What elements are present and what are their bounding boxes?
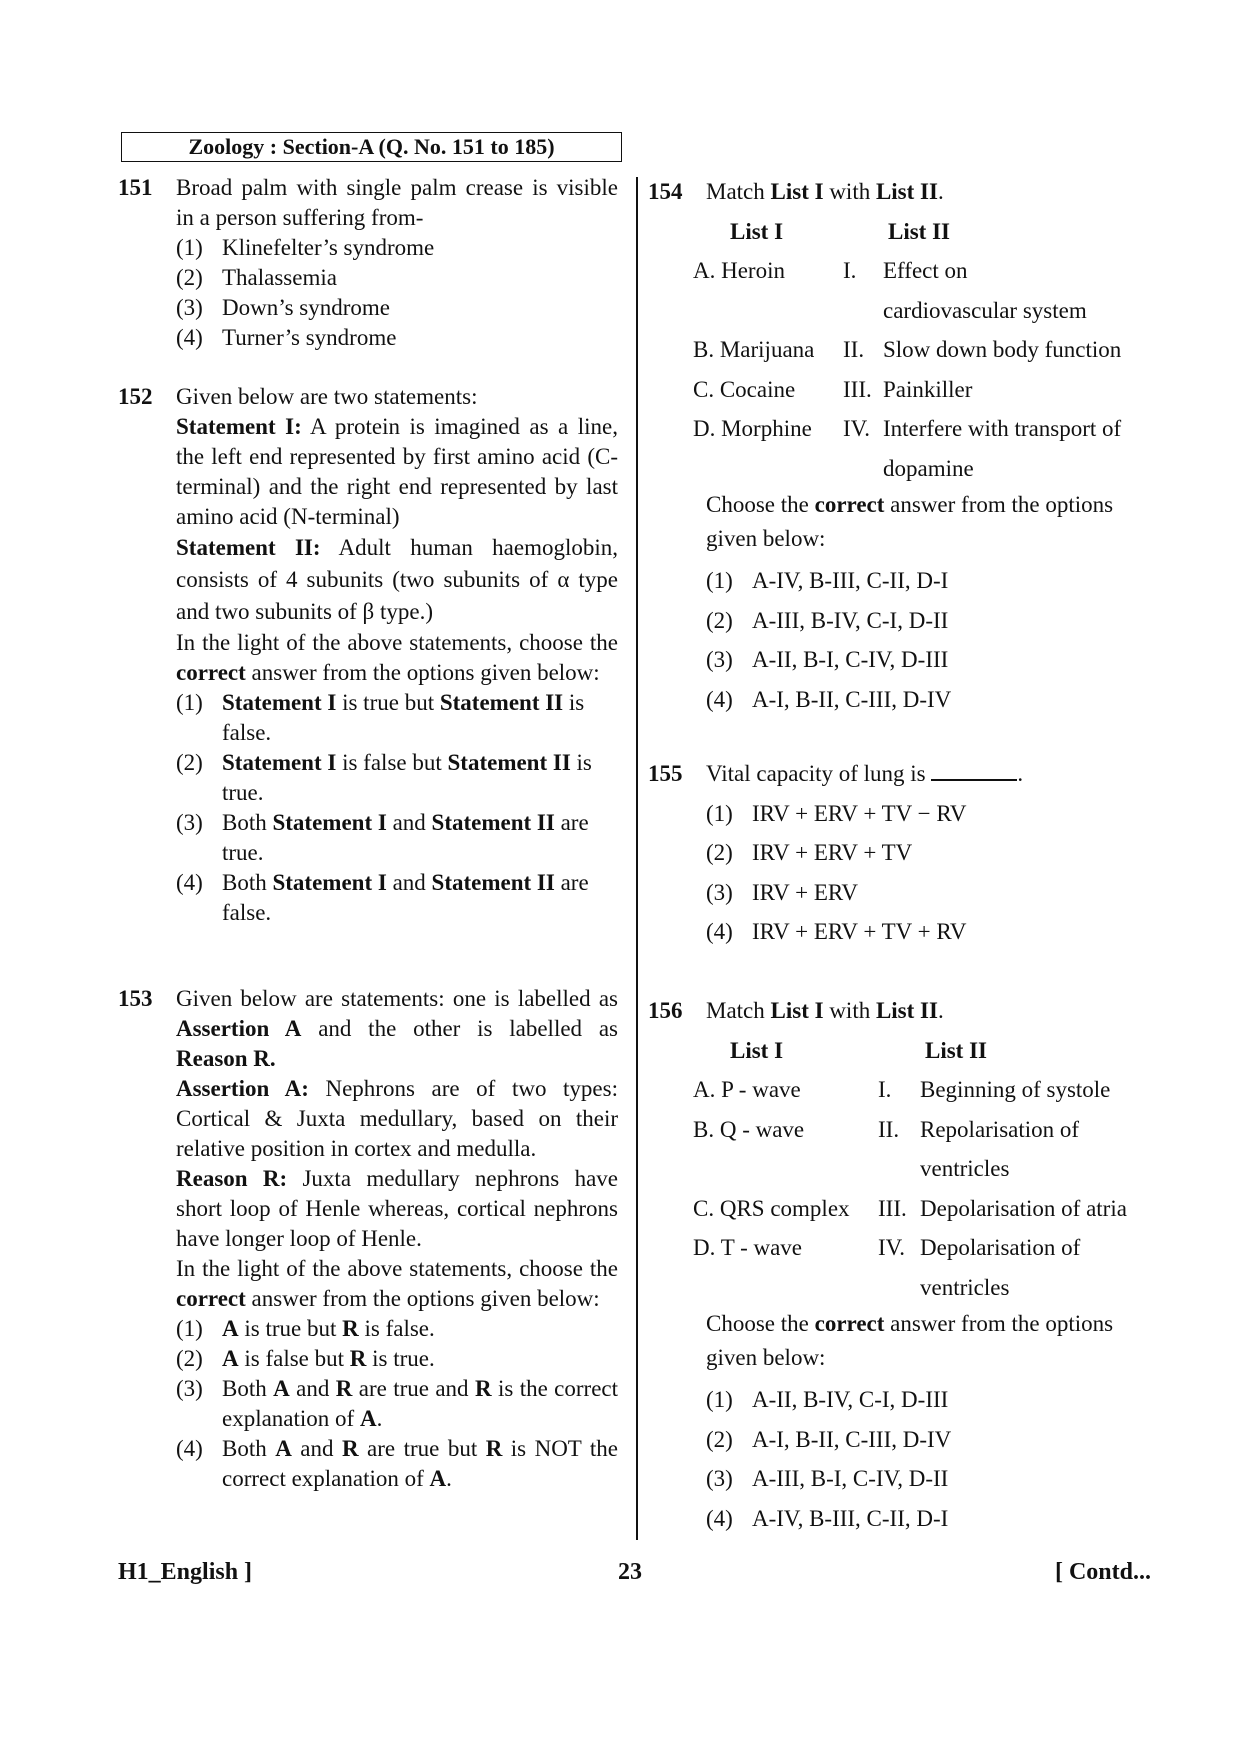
list-2-item: dopamine — [883, 455, 974, 481]
question-154 — [648, 172, 1158, 719]
list-2-item: ventricles — [920, 1274, 1010, 1300]
option-3[interactable] — [176, 1374, 618, 1434]
option-number: (2) — [706, 607, 733, 633]
option-part: Both — [222, 1376, 274, 1401]
match-row — [693, 1110, 1158, 1150]
option-3[interactable] — [706, 640, 1158, 680]
question-number: 152 — [118, 384, 153, 409]
option-4[interactable] — [176, 323, 618, 353]
list-2-numeral — [843, 449, 883, 489]
list-2-item: ventricles — [920, 1156, 1010, 1181]
list-2-item: Effect on — [883, 258, 968, 283]
option-emphasis: Statement I — [272, 810, 387, 835]
option-3[interactable] — [176, 808, 618, 868]
instruction — [706, 488, 1158, 556]
option-text: Klinefelter’s syndrome — [222, 235, 435, 260]
question-stem: Broad palm with single palm crease is visible in a person suffering from- — [176, 175, 618, 230]
option-part: is true. — [222, 750, 592, 805]
match-row — [693, 370, 1158, 410]
list-1-item — [693, 1268, 878, 1308]
statement-1 — [176, 412, 618, 532]
list-2-numeral — [878, 1268, 920, 1308]
instruction-text: In the light of the above statements, choose the — [176, 630, 618, 655]
option-2[interactable] — [706, 601, 1158, 641]
list-1-item: C. Cocaine — [693, 376, 796, 402]
option-text: A-III, B-I, C-IV, D-II — [752, 1466, 949, 1491]
match-row — [693, 409, 1158, 449]
list-1-item: A. Heroin — [693, 258, 785, 283]
option-part: . — [446, 1466, 452, 1491]
option-number: (1) — [706, 800, 733, 826]
instruction-text: In the light of the above statements, choose the — [176, 1256, 618, 1281]
question-number: 151 — [118, 175, 153, 200]
option-emphasis: R — [349, 1346, 367, 1371]
question-stem — [706, 754, 1158, 794]
option-1[interactable] — [706, 1380, 1158, 1420]
option-1[interactable] — [706, 561, 1158, 601]
stem-text: with — [823, 998, 876, 1023]
instruction — [176, 1254, 618, 1314]
option-emphasis: Statement II — [439, 690, 564, 715]
option-number: (3) — [176, 810, 203, 835]
question-number: 155 — [648, 761, 683, 786]
option-part: is NOT the correct explanation of — [222, 1436, 618, 1491]
list-2-numeral: I. — [843, 258, 857, 283]
list-2-numeral: IV. — [878, 1235, 906, 1260]
option-part: is false. — [222, 690, 585, 745]
option-1[interactable] — [176, 688, 618, 748]
answer-blank — [931, 757, 1017, 781]
option-text — [222, 1374, 618, 1434]
reason — [176, 1164, 618, 1254]
list-1-header: List I — [730, 218, 784, 244]
list-2-numeral — [843, 291, 883, 331]
list-2-numeral: I. — [878, 1077, 892, 1102]
reason-label: Reason R: — [176, 1166, 288, 1191]
intro-emphasis: Assertion A — [176, 1016, 302, 1041]
option-text: A-I, B-II, C-III, D-IV — [752, 686, 952, 712]
intro-text: Given below are statements: one is labelled as — [176, 986, 618, 1011]
option-text — [222, 688, 618, 748]
list-2-numeral: II. — [843, 337, 865, 362]
option-emphasis: A — [275, 1436, 292, 1461]
list-2-header: List II — [888, 218, 950, 244]
list-2-item: Painkiller — [883, 376, 973, 402]
stem-emphasis: List II — [875, 179, 938, 204]
question-155 — [648, 754, 1158, 952]
option-4[interactable] — [706, 1499, 1158, 1539]
option-4[interactable] — [706, 912, 1158, 952]
option-emphasis: R — [335, 1376, 353, 1401]
option-1[interactable] — [706, 794, 1158, 834]
list-1-item: C. QRS complex — [693, 1195, 850, 1221]
option-number: (2) — [706, 1426, 733, 1452]
option-part: and — [386, 870, 432, 895]
intro-emphasis: Reason R. — [176, 1046, 276, 1071]
stem-emphasis: List I — [770, 179, 824, 204]
option-text — [222, 1344, 618, 1374]
option-emphasis: A — [222, 1316, 239, 1341]
footer-page-number: 23 — [618, 1559, 642, 1585]
assertion-label: Assertion A: — [176, 1076, 309, 1101]
match-row — [693, 1268, 1158, 1308]
option-1[interactable] — [176, 233, 618, 263]
question-153 — [118, 984, 618, 1494]
list-header — [730, 1031, 1158, 1071]
option-2[interactable] — [706, 1420, 1158, 1460]
assertion — [176, 1074, 618, 1164]
option-text: Down’s syndrome — [222, 295, 391, 320]
option-3[interactable] — [706, 1459, 1158, 1499]
list-1-item — [693, 1149, 878, 1189]
option-part: is false but — [238, 1346, 350, 1371]
option-number: (4) — [176, 870, 203, 895]
option-text: IRV + ERV — [752, 879, 858, 905]
option-text: Thalassemia — [222, 265, 337, 290]
option-number: (2) — [706, 840, 733, 865]
option-emphasis: R — [474, 1376, 492, 1401]
statement-1-label: Statement I: — [176, 414, 302, 439]
instruction-text: answer from the options given below: — [245, 1286, 600, 1311]
list-2-numeral: II. — [878, 1116, 900, 1142]
list-1-item: D. Morphine — [693, 416, 812, 441]
list-header — [730, 212, 1158, 252]
option-number: (1) — [176, 690, 203, 715]
list-1-item: A. P - wave — [693, 1077, 801, 1102]
statement-2-text: Adult human haemoglobin, consists of 4 subunits (two subunits of α type and two subunits of β type.) — [176, 535, 618, 624]
option-4[interactable] — [176, 1434, 618, 1494]
option-number: (4) — [706, 686, 733, 712]
footer-booklet-code: H1_English ] — [118, 1559, 253, 1585]
option-part: . — [376, 1406, 383, 1431]
option-text: A-IV, B-III, C-II, D-I — [752, 1505, 949, 1531]
list-2-numeral: IV. — [843, 416, 871, 441]
option-emphasis: A — [429, 1466, 447, 1491]
instruction-emphasis: correct — [814, 1311, 885, 1336]
option-2[interactable] — [176, 263, 618, 293]
stem-emphasis: List II — [875, 998, 938, 1023]
option-text — [222, 1434, 618, 1494]
instruction-text: Choose the — [706, 1311, 815, 1336]
option-number: (4) — [706, 1505, 733, 1531]
option-emphasis: Statement II — [431, 810, 555, 835]
list-2-header: List II — [925, 1037, 987, 1063]
list-2-item: Repolarisation of — [920, 1116, 1080, 1142]
option-emphasis: Statement II — [431, 870, 555, 895]
option-part: is true. — [366, 1346, 435, 1371]
stem-text: Match — [706, 998, 771, 1023]
option-part: Both — [222, 1436, 276, 1461]
stem-text: Vital capacity of lung is — [706, 761, 932, 786]
option-part: are true. — [222, 810, 589, 865]
option-2[interactable] — [706, 833, 1158, 873]
option-text: IRV + ERV + TV — [752, 840, 913, 865]
list-1-item: D. T - wave — [693, 1235, 803, 1260]
option-emphasis: Statement I — [272, 870, 387, 895]
option-part: is false but — [336, 750, 448, 775]
option-2[interactable] — [176, 748, 618, 808]
option-number: (2) — [176, 265, 203, 290]
option-4[interactable] — [706, 680, 1158, 720]
assertion-text: Nephrons are of two types: Cortical & Juxta medullary, based on their relative position in cortex and medulla. — [176, 1076, 618, 1161]
option-emphasis: A — [359, 1406, 377, 1431]
option-number: (4) — [176, 1436, 203, 1461]
stem-text: . — [1017, 761, 1024, 786]
instruction — [176, 628, 618, 688]
option-part: are false. — [222, 870, 589, 925]
option-part: and — [291, 1436, 342, 1461]
option-part: and — [386, 810, 432, 835]
option-emphasis: A — [273, 1376, 290, 1401]
match-row — [693, 291, 1158, 331]
instruction-emphasis: correct — [176, 660, 246, 685]
question-intro — [176, 984, 618, 1074]
question-156 — [648, 991, 1158, 1538]
option-text: A-II, B-IV, C-I, D-III — [752, 1387, 949, 1412]
list-2-item: Interfere with transport of — [883, 416, 1122, 441]
option-part: is true but — [238, 1316, 343, 1341]
match-row — [693, 1189, 1158, 1229]
instruction-emphasis: correct — [176, 1286, 246, 1311]
option-number: (1) — [176, 235, 203, 260]
option-number: (3) — [706, 879, 733, 905]
option-number: (3) — [706, 1466, 733, 1491]
option-part: is false. — [358, 1316, 435, 1341]
question-151 — [118, 173, 618, 353]
option-number: (1) — [176, 1316, 203, 1341]
option-number: (4) — [706, 919, 733, 944]
list-2-item: cardiovascular system — [883, 297, 1087, 323]
option-emphasis: R — [341, 1436, 359, 1461]
instruction — [706, 1307, 1158, 1375]
stem-text: . — [937, 179, 944, 204]
option-text — [222, 1314, 618, 1344]
instruction-emphasis: correct — [814, 492, 885, 517]
match-row — [693, 251, 1158, 291]
statement-1-text: A protein is imagined as a line, the left end represented by first amino acid (C-terminal) and the right end represented by last amino acid (N-terminal) — [176, 414, 618, 529]
column-divider — [636, 177, 638, 1540]
option-number: (4) — [176, 325, 203, 350]
option-number: (3) — [176, 1376, 203, 1401]
option-number: (3) — [706, 647, 733, 672]
option-number: (1) — [706, 568, 733, 593]
option-part: are true but — [358, 1436, 486, 1461]
option-emphasis: Statement I — [222, 690, 337, 715]
option-text: A-II, B-I, C-IV, D-III — [752, 647, 949, 672]
option-text: IRV + ERV + TV − RV — [752, 800, 967, 826]
option-part: Both — [222, 870, 273, 895]
option-part: Both — [222, 810, 273, 835]
option-4[interactable] — [176, 868, 618, 928]
option-3[interactable] — [706, 873, 1158, 913]
question-stem — [706, 991, 1158, 1031]
list-1-header: List I — [730, 1037, 784, 1063]
option-2[interactable] — [176, 1344, 618, 1374]
match-row — [693, 1228, 1158, 1268]
instruction-text: answer from the options given below: — [245, 660, 600, 685]
option-emphasis: Statement I — [222, 750, 337, 775]
question-152 — [118, 382, 618, 928]
match-row — [693, 449, 1158, 489]
list-1-item — [693, 449, 843, 489]
statement-2 — [176, 532, 618, 628]
option-part: and — [289, 1376, 336, 1401]
list-2-numeral: III. — [843, 376, 872, 402]
option-emphasis: A — [222, 1346, 239, 1371]
option-part: are true and — [352, 1376, 475, 1401]
option-number: (2) — [176, 1346, 203, 1371]
section-title: Zoology : Section-A (Q. No. 151 to 185) — [121, 132, 622, 162]
intro-text: and the other is labelled as — [301, 1016, 618, 1041]
list-2-numeral: III. — [878, 1195, 907, 1221]
instruction-text: Choose the — [706, 492, 815, 517]
option-text: A-I, B-II, C-III, D-IV — [752, 1426, 952, 1452]
question-number: 156 — [648, 998, 683, 1023]
instruction-text: answer from the options given below: — [706, 492, 1114, 551]
option-number: (3) — [176, 295, 203, 320]
option-text: A-III, B-IV, C-I, D-II — [752, 607, 949, 633]
list-2-numeral — [878, 1149, 920, 1189]
list-2-item: Depolarisation of — [920, 1235, 1081, 1260]
stem-text: Match — [706, 179, 771, 204]
option-part: is the correct explanation of — [222, 1376, 619, 1431]
statement-2-label: Statement II: — [176, 535, 321, 560]
stem-text: with — [823, 179, 876, 204]
question-number: 154 — [648, 179, 683, 204]
list-2-item: Beginning of systole — [920, 1077, 1111, 1102]
question-intro: Given below are two statements: — [176, 384, 478, 409]
footer-continued: [ Contd... — [1054, 1559, 1151, 1585]
option-text — [222, 808, 618, 868]
list-2-item: Depolarisation of atria — [920, 1195, 1127, 1221]
option-text: Turner’s syndrome — [222, 325, 397, 350]
option-number: (2) — [176, 750, 203, 775]
question-stem — [706, 172, 1158, 212]
instruction-text: answer from the options given below: — [706, 1311, 1114, 1370]
match-row — [693, 1070, 1158, 1110]
option-number: (1) — [706, 1387, 733, 1412]
list-2-item: Slow down body function — [883, 337, 1122, 362]
option-text: IRV + ERV + TV + RV — [752, 919, 967, 944]
reason-text: Juxta medullary nephrons have short loop of Henle whereas, cortical nephrons have longer loop of Henle. — [176, 1166, 618, 1251]
match-row — [693, 330, 1158, 370]
stem-text: . — [937, 998, 944, 1023]
option-1[interactable] — [176, 1314, 618, 1344]
question-number: 153 — [118, 986, 153, 1011]
list-1-item — [693, 291, 843, 331]
stem-emphasis: List I — [770, 998, 824, 1023]
option-text — [222, 748, 618, 808]
option-text — [222, 868, 618, 928]
match-row — [693, 1149, 1158, 1189]
option-part: is true but — [336, 690, 440, 715]
list-1-item: B. Q - wave — [693, 1116, 805, 1142]
option-emphasis: R — [342, 1316, 359, 1341]
option-emphasis: R — [485, 1436, 503, 1461]
option-text: A-IV, B-III, C-II, D-I — [752, 568, 949, 593]
list-1-item: B. Marijuana — [693, 337, 815, 362]
option-emphasis: Statement II — [447, 750, 571, 775]
option-3[interactable] — [176, 293, 618, 323]
